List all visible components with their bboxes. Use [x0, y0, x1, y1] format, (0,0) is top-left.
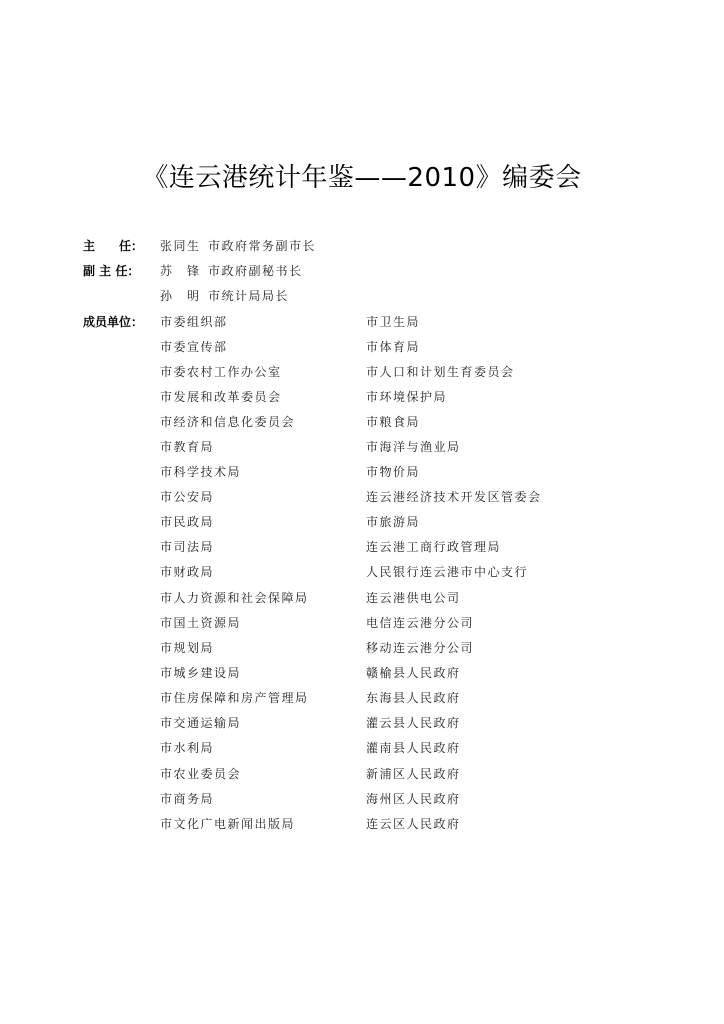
person-title: 市政府常务副市长 — [208, 239, 317, 253]
director-entry — [160, 236, 316, 256]
member-unit-right: 市旅游局 — [366, 515, 421, 529]
member-unit-right: 市海洋与渔业局 — [366, 440, 461, 454]
member-units-label: 成员单位： — [83, 315, 144, 329]
person-name: 苏 锋 — [160, 264, 201, 278]
member-unit-left: 市民政局 — [160, 515, 215, 529]
person-title: 市统计局局长 — [208, 289, 290, 303]
member-unit-right: 新浦区人民政府 — [366, 767, 461, 781]
deputy-director-entry — [160, 286, 289, 306]
member-unit-left: 市经济和信息化委员会 — [160, 415, 296, 429]
member-unit-right: 赣榆县人民政府 — [366, 666, 461, 680]
member-unit-left: 市农业委员会 — [160, 767, 242, 781]
member-unit-left: 市住房保障和房产管理局 — [160, 691, 309, 705]
person-name: 张同生 — [160, 239, 201, 253]
member-unit-right: 移动连云港分公司 — [366, 641, 475, 655]
member-unit-right: 连云区人民政府 — [366, 817, 461, 831]
member-unit-left: 市委组织部 — [160, 315, 228, 329]
member-unit-right: 连云港工商行政管理局 — [366, 540, 502, 554]
director-label: 主 任： — [83, 239, 144, 253]
member-unit-right: 市卫生局 — [366, 315, 421, 329]
member-unit-right: 电信连云港分公司 — [366, 616, 475, 630]
member-unit-right: 东海县人民政府 — [366, 691, 461, 705]
member-unit-right: 市体育局 — [366, 340, 421, 354]
member-unit-left: 市文化广电新闻出版局 — [160, 817, 296, 831]
member-unit-right: 人民银行连云港市中心支行 — [366, 565, 529, 579]
member-unit-left: 市交通运输局 — [160, 716, 242, 730]
member-unit-right: 连云港经济技术开发区管委会 — [366, 490, 542, 504]
member-unit-right: 连云港供电公司 — [366, 591, 461, 605]
member-unit-left: 市委农村工作办公室 — [160, 365, 282, 379]
person-title: 市政府副秘书长 — [208, 264, 303, 278]
member-unit-left: 市人力资源和社会保障局 — [160, 591, 309, 605]
member-unit-left: 市城乡建设局 — [160, 666, 242, 680]
member-unit-right: 市物价局 — [366, 465, 421, 479]
member-unit-right: 市环境保护局 — [366, 390, 448, 404]
member-unit-left: 市司法局 — [160, 540, 215, 554]
member-unit-right: 市粮食局 — [366, 415, 421, 429]
member-unit-left: 市国土资源局 — [160, 616, 242, 630]
member-unit-left: 市委宣传部 — [160, 340, 228, 354]
member-unit-right: 市人口和计划生育委员会 — [366, 365, 515, 379]
member-unit-left: 市科学技术局 — [160, 465, 242, 479]
member-unit-right: 灌云县人民政府 — [366, 716, 461, 730]
page-title: 《连云港统计年鉴——2010》编委会 — [142, 163, 582, 193]
member-unit-left: 市规划局 — [160, 641, 215, 655]
member-unit-right: 海州区人民政府 — [366, 792, 461, 806]
member-unit-left: 市教育局 — [160, 440, 215, 454]
member-unit-left: 市商务局 — [160, 792, 215, 806]
deputy-director-entry — [160, 261, 303, 281]
member-unit-left: 市财政局 — [160, 565, 215, 579]
member-unit-left: 市发展和改革委员会 — [160, 390, 282, 404]
member-unit-right: 灌南县人民政府 — [366, 741, 461, 755]
deputy-director-label: 副 主 任： — [83, 264, 140, 278]
person-name: 孙 明 — [160, 289, 201, 303]
member-unit-left: 市公安局 — [160, 490, 215, 504]
member-unit-left: 市水利局 — [160, 741, 215, 755]
